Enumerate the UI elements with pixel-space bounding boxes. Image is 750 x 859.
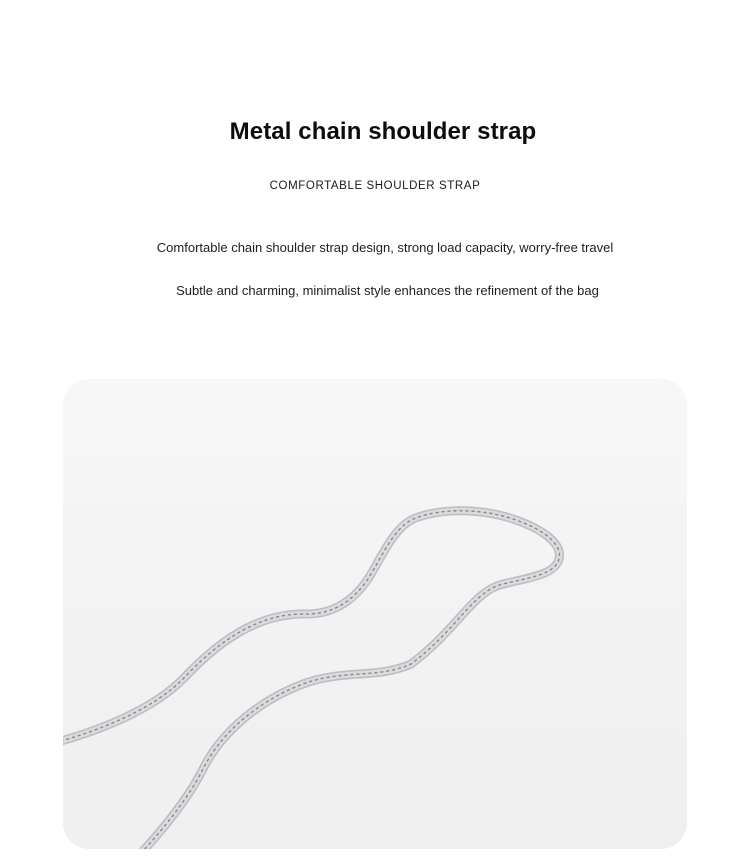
chain-illustration	[63, 379, 687, 849]
description-line-1: Comfortable chain shoulder strap design, strong load capacity, worry-free travel	[156, 240, 614, 255]
page-subtitle: COMFORTABLE SHOULDER STRAP	[269, 180, 481, 192]
page-title: Metal chain shoulder strap	[229, 118, 537, 145]
description-line-2: Subtle and charming, minimalist style enhances the refinement of the bag	[176, 283, 599, 298]
product-photo	[63, 379, 687, 849]
